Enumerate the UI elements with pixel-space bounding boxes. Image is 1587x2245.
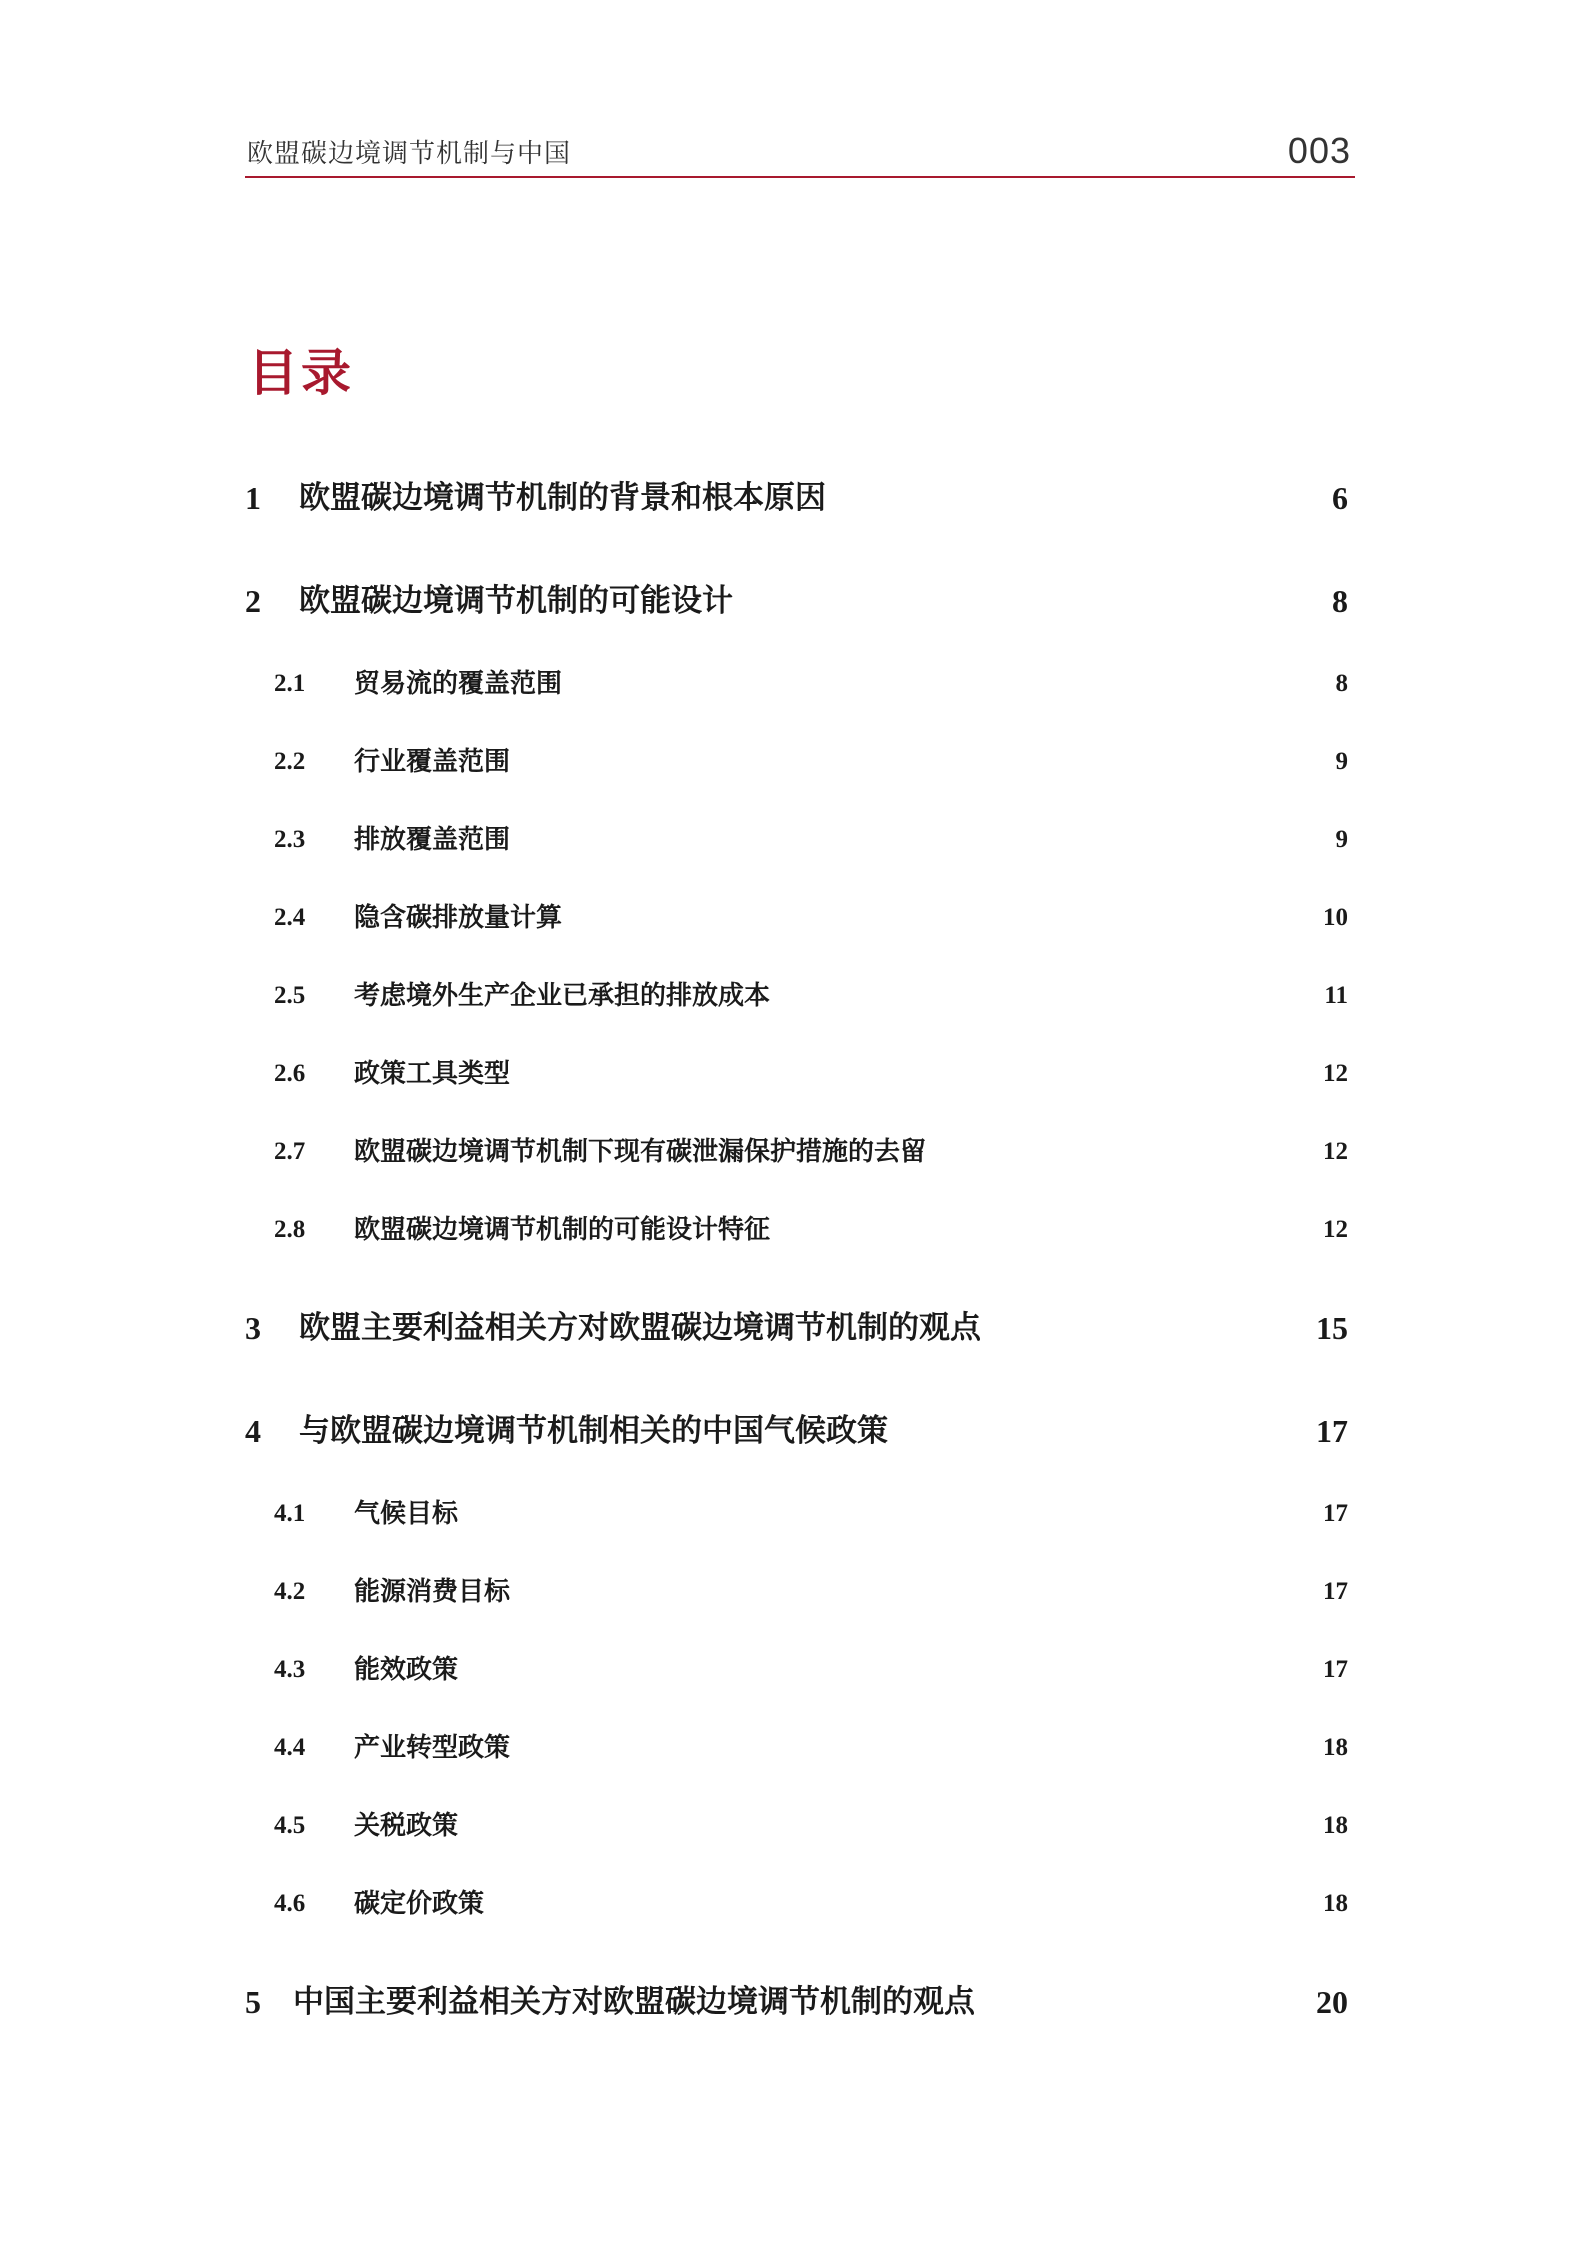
toc-entry-page: 18	[1323, 1890, 1348, 1917]
toc-entry-number: 4.6	[274, 1890, 306, 1917]
toc-entry-4-1[interactable]	[245, 1489, 1348, 1539]
toc-entry-number: 4.5	[274, 1812, 306, 1839]
toc-entry-page: 12	[1323, 1060, 1348, 1087]
toc-entry-number: 2.3	[274, 826, 306, 853]
toc-entry-page: 10	[1323, 904, 1348, 931]
toc-entry-number: 4.2	[274, 1578, 306, 1605]
toc-entry-title: 行业覆盖范围	[354, 747, 511, 777]
toc-entry-title: 隐含碳排放量计算	[354, 903, 563, 933]
toc-heading: 目录	[248, 344, 354, 402]
toc-entry-title: 排放覆盖范围	[354, 825, 511, 855]
toc-entry-title: 与欧盟碳边境调节机制相关的中国气候政策	[299, 1413, 888, 1449]
toc-entry-2-2[interactable]	[245, 737, 1348, 787]
toc-entry-2-8[interactable]	[245, 1205, 1348, 1255]
toc-entry-number: 2.4	[274, 904, 306, 931]
toc-entry-title: 碳定价政策	[354, 1889, 485, 1919]
page-header	[245, 130, 1355, 178]
toc-entry-2-4[interactable]	[245, 893, 1348, 943]
toc-entry-4[interactable]	[245, 1406, 1348, 1456]
toc-entry-number: 4.1	[274, 1500, 306, 1527]
toc-entry-title: 考虑境外生产企业已承担的排放成本	[354, 981, 771, 1011]
toc-entry-4-3[interactable]	[245, 1645, 1348, 1695]
toc-entry-4-4[interactable]	[245, 1723, 1348, 1773]
toc-entry-number: 2.1	[274, 670, 306, 697]
toc-entry-2-1[interactable]	[245, 659, 1348, 709]
toc-entry-number: 2.7	[274, 1138, 306, 1165]
toc-entry-title: 能源消费目标	[354, 1577, 511, 1607]
toc-entry-2-7[interactable]	[245, 1127, 1348, 1177]
toc-entry-page: 17	[1323, 1656, 1348, 1683]
running-title: 欧盟碳边境调节机制与中国	[247, 139, 572, 169]
toc-entry-page: 18	[1323, 1734, 1348, 1761]
toc-entry-number: 4.3	[274, 1656, 306, 1683]
toc-entry-title: 欧盟碳边境调节机制的可能设计特征	[354, 1215, 771, 1245]
toc-entry-page: 12	[1323, 1138, 1348, 1165]
toc-entry-number: 2.6	[274, 1060, 306, 1087]
toc-entry-title: 欧盟碳边境调节机制的背景和根本原因	[299, 480, 826, 516]
toc-entry-title: 欧盟主要利益相关方对欧盟碳边境调节机制的观点	[299, 1310, 981, 1346]
toc-entry-number: 4.4	[274, 1734, 306, 1761]
toc-entry-title: 能效政策	[354, 1655, 459, 1685]
toc-entry-title: 贸易流的覆盖范围	[354, 669, 563, 699]
toc-entry-title: 中国主要利益相关方对欧盟碳边境调节机制的观点	[293, 1984, 975, 2020]
toc-entry-2-6[interactable]	[245, 1049, 1348, 1099]
toc-entry-title: 欧盟碳边境调节机制下现有碳泄漏保护措施的去留	[354, 1137, 927, 1167]
toc-entry-4-6[interactable]	[245, 1879, 1348, 1929]
toc-entry-page: 9	[1335, 826, 1348, 853]
toc-entry-1[interactable]	[245, 473, 1348, 523]
toc-entry-page: 11	[1324, 982, 1348, 1009]
toc-entry-page: 18	[1323, 1812, 1348, 1839]
toc-entry-title: 欧盟碳边境调节机制的可能设计	[299, 583, 733, 619]
toc-entry-page: 9	[1335, 748, 1348, 775]
toc-entry-number: 3	[245, 1310, 261, 1346]
toc-entry-2-5[interactable]	[245, 971, 1348, 1021]
toc-entry-title: 产业转型政策	[354, 1733, 511, 1763]
toc-entry-page: 17	[1316, 1413, 1348, 1449]
toc-entry-page: 20	[1316, 1984, 1348, 2020]
toc-entry-number: 2.8	[274, 1216, 306, 1243]
toc-entry-2-3[interactable]	[245, 815, 1348, 865]
toc-entry-page: 17	[1323, 1500, 1348, 1527]
toc-entry-4-2[interactable]	[245, 1567, 1348, 1617]
toc-entry-number: 5	[245, 1984, 261, 2020]
toc-entry-5[interactable]	[245, 1977, 1348, 2027]
toc-entry-number: 1	[245, 480, 261, 516]
toc-entry-title: 政策工具类型	[354, 1059, 511, 1089]
toc-entry-3[interactable]	[245, 1303, 1348, 1353]
toc-entry-title: 关税政策	[354, 1811, 459, 1841]
toc-entry-number: 2.5	[274, 982, 306, 1009]
toc-entry-number: 2	[245, 583, 261, 619]
toc-entry-title: 气候目标	[354, 1499, 459, 1529]
toc-entry-page: 8	[1332, 583, 1348, 619]
toc-entry-number: 2.2	[274, 748, 306, 775]
toc-entry-page: 6	[1332, 480, 1348, 516]
toc-entry-page: 17	[1323, 1578, 1348, 1605]
toc-entry-4-5[interactable]	[245, 1801, 1348, 1851]
toc-entry-2[interactable]	[245, 576, 1348, 626]
toc-entry-page: 15	[1316, 1310, 1348, 1346]
toc-entry-number: 4	[245, 1413, 261, 1449]
page-number: 003	[1287, 130, 1351, 171]
toc-entry-page: 12	[1323, 1216, 1348, 1243]
toc-entry-page: 8	[1335, 670, 1348, 697]
